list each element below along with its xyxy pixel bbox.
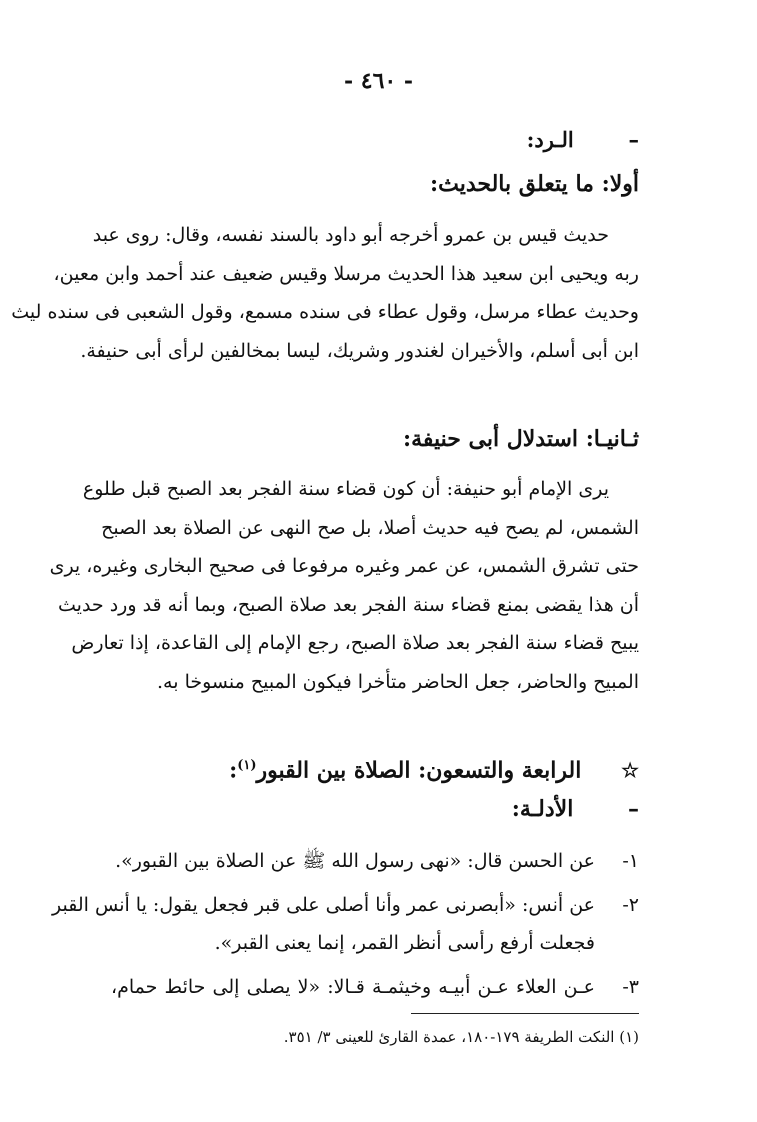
evidence-heading	[512, 795, 639, 823]
second-paragraph	[49, 470, 639, 701]
evidence-item-3	[111, 968, 639, 1006]
reply-heading	[527, 126, 639, 154]
second-heading: ثـانيـا: استدلال أبى حنيفة:	[402, 426, 639, 452]
item-line: عن أنس: «أبصرنى عمر وأنا أصلى على قبر فجعل يقول: يا أنس القبر	[52, 894, 595, 916]
reply-title: الـرد:	[526, 127, 574, 152]
evidence-item-2	[52, 886, 639, 962]
paragraph-line: وحديث عطاء مرسل، وقول عطاء فى سنده مسمع، وقول الشعبى فى سنده ليث	[11, 301, 639, 323]
reply-paragraph	[11, 216, 639, 370]
paragraph-line: حديث قيس بن عمرو أخرجه أبو داود بالسند نفسه، وقال: روى عبد	[92, 224, 609, 246]
reply-dash: –	[628, 127, 639, 152]
item-line: عن الحسن قال: «نهى رسول الله ﷺ عن الصلاة بين القبور».	[115, 850, 595, 872]
star-icon: ☆	[621, 758, 639, 783]
first-heading: أولا: ما يتعلق بالحديث:	[430, 171, 639, 197]
section-94-title: الرابعة والتسعون: الصلاة بين القبور	[256, 757, 582, 784]
paragraph-line: يرى الإمام أبو حنيفة: أن كون قضاء سنة الفجر بعد الصبح قبل طلوع	[82, 478, 609, 500]
page-number: - ٤٦٠ -	[343, 68, 414, 94]
item-line: فجعلت أرفع رأسى أنظر القمر، إنما يعنى القبر».	[214, 932, 595, 954]
paragraph-line: ربه ويحيى ابن سعيد هذا الحديث مرسلا وقيس ضعيف عند أحمد وابن معين،	[53, 262, 639, 285]
paragraph-line: ابن أبى أسلم، والأخيران لغندور وشريك، ليسا بمخالفين لرأى أبى حنيفة.	[80, 339, 639, 362]
paragraph-line: الشمس، لم يصح فيه حديث أصلا، بل صح النهى عن الصلاة بعد الصبح	[101, 516, 639, 539]
footnote: (١) النكت الطريفة ١٧٩-١٨٠، عمدة القارئ للعينى ٣/ ٣٥١.	[283, 1028, 639, 1046]
item-line: عـن العلاء عـن أبيـه وخيثمـة قـالا: «لا يصلى إلى حائط حمام،	[111, 976, 595, 998]
footnote-ref: (١)	[237, 758, 257, 773]
item-number: ١-	[622, 850, 639, 872]
paragraph-line: يبيح قضاء سنة الفجر بعد صلاة الصبح، رجع الإمام إلى القاعدة، إذا تعارض	[71, 632, 639, 654]
item-number: ٢-	[622, 894, 639, 916]
section-94-heading	[229, 752, 639, 784]
evidence-title: الأدلـة:	[511, 796, 574, 822]
section-94-title-end: :	[229, 757, 238, 784]
item-number: ٣-	[622, 976, 639, 998]
paragraph-line: حتى تشرق الشمس، عن عمر وغيره مرفوعا فى صحيح البخارى وغيره، يرى	[49, 555, 639, 577]
paragraph-line: أن هذا يقضى بمنع قضاء سنة الفجر بعد صلاة الصبح، وبما أنه قد ورد حديث	[58, 593, 639, 616]
paragraph-line: المبيح والحاضر، جعل الحاضر متأخرا فيكون المبيح منسوخا به.	[157, 670, 639, 693]
evidence-dash: –	[628, 796, 639, 822]
footnote-divider	[411, 1013, 639, 1014]
evidence-item-1	[111, 842, 639, 880]
